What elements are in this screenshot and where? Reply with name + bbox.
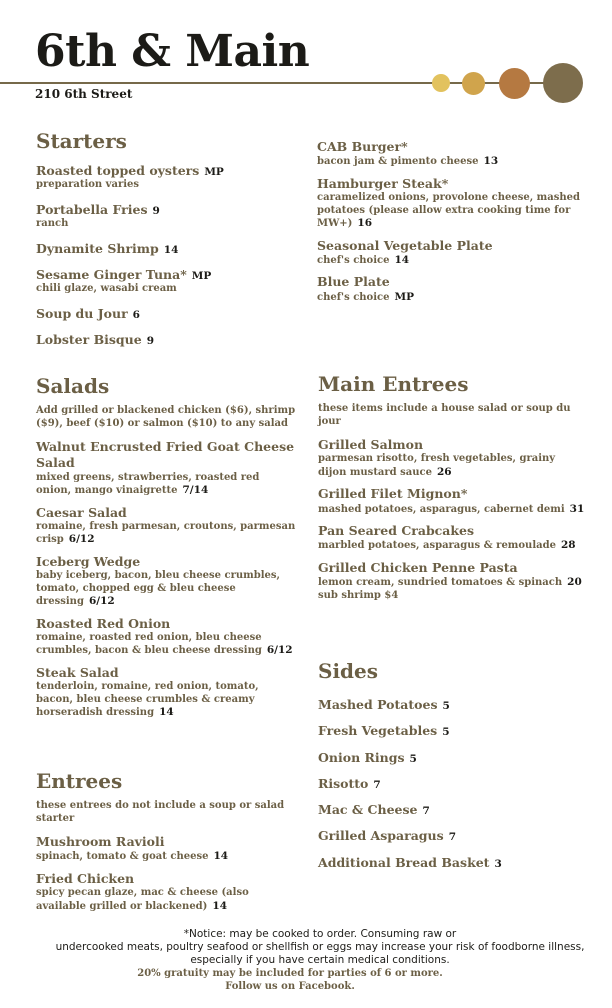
item-desc: mixed greens, strawberries, roasted red onion, mango vinaigrette	[36, 471, 260, 496]
menu-item	[317, 274, 587, 304]
item-price: 14	[159, 706, 174, 718]
decor-dot-1	[432, 74, 450, 92]
item-desc: chef's choice	[317, 291, 390, 303]
starters-section	[36, 130, 296, 355]
item-name: Mac & Cheese	[318, 802, 418, 817]
item-name: Seasonal Vegetable Plate	[317, 237, 493, 253]
side-item	[318, 825, 586, 844]
starters-title: Starters	[36, 129, 127, 153]
notice-line: *Notice: may be cooked to order. Consuming raw or	[183, 928, 457, 940]
restaurant-address: 210 6th Street	[35, 87, 133, 101]
main-entrees-title: Main Entrees	[318, 372, 469, 396]
item-desc: baby iceberg, bacon, bleu cheese crumbles, tomato, chopped egg & bleu cheese dressing	[36, 570, 280, 607]
menu-item	[36, 303, 296, 322]
item-desc: caramelized onions, provolone cheese, mashed potatoes (please allow extra cooking time for MW+)	[317, 192, 580, 229]
item-price: 14	[394, 253, 410, 266]
item-desc: mashed potatoes, asparagus, cabernet demi	[318, 503, 565, 515]
item-price: 6/12	[68, 533, 95, 546]
item-name: Roasted topped oysters	[36, 163, 200, 178]
item-name: Iceberg Wedge	[36, 553, 141, 569]
decor-dot-3	[499, 68, 530, 99]
decor-dot-4	[543, 63, 583, 103]
notice-line: especially if you have certain medical conditions.	[190, 954, 450, 967]
item-name: Steak Salad	[36, 664, 119, 680]
item-price: 14	[212, 899, 228, 912]
menu-item	[36, 554, 298, 609]
item-name: Dynamite Shrimp	[36, 240, 159, 256]
item-name: Walnut Encrusted Fried Goat Cheese Salad	[36, 439, 295, 471]
item-name: Additional Bread Basket	[318, 854, 490, 870]
footer-info	[40, 968, 540, 993]
item-name: Sesame Ginger Tuna*	[36, 266, 187, 282]
item-desc: chef's choice	[317, 254, 390, 266]
item-name: Pan Seared Crabcakes	[318, 523, 475, 538]
menu-item	[36, 871, 300, 913]
item-price: MP	[204, 166, 224, 178]
item-extra: sub shrimp $4	[318, 589, 399, 601]
sides-section	[318, 660, 586, 878]
entrees-section	[36, 770, 300, 920]
item-name: Grilled Chicken Penne Pasta	[318, 559, 518, 575]
item-price: 9	[146, 334, 155, 347]
item-name: Roasted Red Onion	[36, 615, 171, 631]
side-item	[318, 720, 586, 739]
item-price: 16	[357, 217, 373, 229]
item-name: Grilled Filet Mignon*	[318, 486, 468, 502]
item-price: 20	[567, 576, 582, 588]
item-price: 7	[448, 831, 456, 844]
side-item	[318, 852, 586, 871]
menu-item	[36, 834, 300, 864]
menu-item	[36, 439, 298, 498]
menu-item	[36, 238, 296, 257]
item-price: 7	[373, 778, 381, 791]
item-price: 9	[152, 204, 160, 217]
item-desc: spicy pecan glaze, mac & cheese (also available grilled or blackened)	[36, 887, 249, 912]
item-desc: ranch	[36, 218, 69, 229]
menu-item	[36, 160, 296, 192]
item-desc: marbled potatoes, asparagus & remoulade	[318, 540, 556, 552]
item-name: Mashed Potatoes	[318, 697, 438, 712]
item-desc: romaine, roasted red onion, bleu cheese crumbles, bacon & bleu cheese dressing	[36, 631, 262, 657]
item-desc: parmesan risotto, fresh vegetables, grainy dijon mustard sauce	[318, 453, 556, 478]
item-desc: chili glaze, wasabi cream	[36, 283, 177, 294]
item-name: Lobster Bisque	[36, 331, 142, 347]
restaurant-name: 6th & Main	[35, 26, 310, 77]
item-name: CAB Burger*	[317, 139, 408, 154]
item-price: 6/12	[88, 595, 115, 607]
side-item	[318, 694, 586, 713]
side-item	[318, 799, 586, 818]
item-desc: lemon cream, sundried tomatoes & spinach	[318, 577, 563, 588]
item-price: 5	[442, 700, 450, 712]
item-price: 14	[163, 243, 179, 256]
item-desc: tenderloin, romaine, red onion, tomato, bacon, bleu cheese crumbles & creamy horseradish dressing	[36, 681, 259, 718]
item-name: Mushroom Ravioli	[36, 834, 165, 849]
notice-line: undercooked meats, poultry seafood or shellfish or eggs may increase your risk of foodborne illness,	[55, 941, 585, 954]
menu-item	[318, 560, 586, 602]
item-price: 5	[409, 752, 417, 765]
facebook-note: Follow us on Facebook.	[225, 980, 355, 992]
item-price: 3	[494, 857, 502, 870]
item-name: Fresh Vegetables	[318, 723, 438, 739]
salads-section	[36, 375, 298, 727]
item-name: Onion Rings	[318, 749, 405, 765]
specials-section	[317, 139, 587, 311]
menu-item	[318, 486, 586, 516]
entrees-note: these entrees do not include a soup or salad starter	[36, 800, 285, 824]
menu-item	[36, 665, 298, 720]
side-item	[318, 747, 586, 766]
item-name: Caesar Salad	[36, 504, 127, 520]
item-price: MP	[394, 290, 415, 303]
item-name: Fried Chicken	[36, 870, 135, 886]
sides-title: Sides	[318, 659, 379, 683]
side-item	[318, 773, 586, 792]
decor-dot-2	[462, 72, 485, 95]
menu-item	[36, 199, 296, 231]
menu-item	[318, 523, 586, 553]
item-price: 26	[436, 465, 452, 478]
menu-item	[36, 329, 296, 348]
item-desc: bacon jam & pimento cheese	[317, 156, 479, 168]
item-price: 7/14	[182, 484, 209, 496]
main-entrees-note: these items include a house salad or soup du jour	[318, 403, 571, 427]
item-desc: spinach, tomato & goat cheese	[36, 851, 209, 863]
item-name: Blue Plate	[317, 274, 390, 290]
menu-item	[36, 505, 298, 547]
header-rule	[0, 82, 578, 84]
salads-title: Salads	[36, 374, 110, 398]
menu-item	[36, 616, 298, 658]
salads-note: Add grilled or blackened chicken ($6), shrimp ($9), beef ($10) or salmon ($10) to any salad	[36, 405, 296, 429]
menu-item	[36, 264, 296, 296]
item-name: Hamburger Steak*	[317, 175, 449, 191]
item-name: Risotto	[318, 775, 369, 791]
gratuity-note: 20% gratuity may be included for parties of 6 or more.	[137, 968, 443, 979]
item-desc: preparation varies	[36, 179, 140, 191]
item-price: 14	[213, 850, 229, 863]
menu-item	[318, 437, 586, 479]
item-name: Soup du Jour	[36, 305, 128, 321]
item-price: MP	[191, 269, 212, 282]
entrees-title: Entrees	[36, 769, 123, 793]
item-price: 31	[569, 502, 585, 515]
main-entrees-section	[318, 373, 586, 609]
item-price: 6	[132, 308, 140, 321]
item-price: 13	[483, 155, 499, 168]
item-name: Portabella Fries	[36, 201, 148, 217]
item-name: Grilled Salmon	[318, 437, 424, 452]
food-safety-notice	[40, 928, 600, 967]
item-price: 6/12	[266, 644, 293, 657]
menu-item	[317, 139, 587, 169]
item-price: 28	[560, 539, 576, 552]
item-price: 5	[442, 726, 450, 739]
menu-item	[317, 238, 587, 268]
menu-item	[317, 176, 587, 231]
item-desc: romaine, fresh parmesan, croutons, parmesan crisp	[36, 520, 296, 546]
item-price: 7	[422, 805, 430, 817]
item-name: Grilled Asparagus	[318, 828, 444, 844]
